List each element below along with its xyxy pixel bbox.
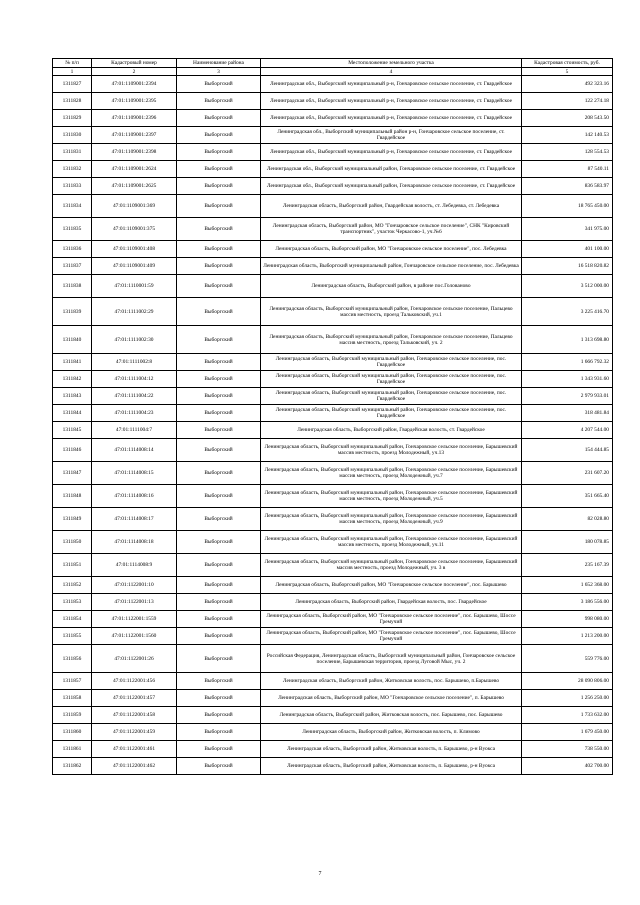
- location: Ленинградская область, Выборгский муниципальный район, Гончаровское сельское поселение, пос. Гвардейское: [261, 371, 522, 388]
- district-name: Выборгский: [177, 405, 261, 422]
- colnum-5: 5: [522, 68, 613, 76]
- cadastral-number: 47:01:1122001:458: [92, 707, 177, 724]
- location: Ленинградская область, Выборгский район, Житковская волость, п. Барышево, р-н Вуокса: [261, 758, 522, 775]
- table-row: [53, 673, 613, 690]
- colnum-3: 3: [177, 68, 261, 76]
- table-body: [53, 76, 613, 775]
- table-row: [53, 707, 613, 724]
- row-number: 1311855: [53, 628, 92, 645]
- table-row: [53, 531, 613, 554]
- cadastral-number: 47:01:1114008:15: [92, 462, 177, 485]
- cadastral-number: 47:01:1122001:462: [92, 758, 177, 775]
- district-name: Выборгский: [177, 485, 261, 508]
- header-location: Местоположение земельного участка: [261, 59, 522, 68]
- colnum-4: 4: [261, 68, 522, 76]
- row-number: 1311854: [53, 611, 92, 628]
- colnum-2: 2: [92, 68, 177, 76]
- cadastral-cost: 154 444.85: [522, 439, 613, 462]
- cadastral-number: 47:01:1122001:1559: [92, 611, 177, 628]
- cadastral-cost: 231 607.20: [522, 462, 613, 485]
- cadastral-cost: 16 518 820.82: [522, 258, 613, 275]
- location: Ленинградская область, Выборгский район, МО "Гончаровское сельское поселение", СНК "Кировский транспортник", участок Черкасово-1, уч.№6: [261, 218, 522, 241]
- cadastral-cost: 998 080.00: [522, 611, 613, 628]
- cadastral-cost: 1 256 250.00: [522, 690, 613, 707]
- district-name: Выборгский: [177, 218, 261, 241]
- row-number: 1311832: [53, 161, 92, 178]
- district-name: Выборгский: [177, 275, 261, 298]
- cadastral-cost: 2 979 933.01: [522, 388, 613, 405]
- table-row: [53, 178, 613, 195]
- location: Ленинградская область, Выборгский район, МО "Гончаровское сельское поселение", пос. Барышево, Шоссе Гремучий: [261, 628, 522, 645]
- district-name: Выборгский: [177, 161, 261, 178]
- cadastral-cost: 492 323.16: [522, 76, 613, 93]
- cadastral-number: 47:01:1122001:456: [92, 673, 177, 690]
- header-cadastral: Кадастровый номер: [92, 59, 177, 68]
- table-row: [53, 611, 613, 628]
- table-row: [53, 144, 613, 161]
- district-name: Выборгский: [177, 144, 261, 161]
- cadastral-number: 47:01:1109001:2396: [92, 110, 177, 127]
- cadastral-number: 47:01:1109001:2625: [92, 178, 177, 195]
- location: Ленинградская область, Выборгский район, Житковская волость, пос. Барышево, п.Барышево: [261, 673, 522, 690]
- district-name: Выборгский: [177, 611, 261, 628]
- cadastral-cost: 1 666 792.32: [522, 354, 613, 371]
- cadastral-cost: 318 481.84: [522, 405, 613, 422]
- row-number: 1311827: [53, 76, 92, 93]
- row-number: 1311857: [53, 673, 92, 690]
- cadastral-cost: 3 225 416.70: [522, 298, 613, 326]
- row-number: 1311838: [53, 275, 92, 298]
- table-row: [53, 241, 613, 258]
- table-row: [53, 628, 613, 645]
- cadastral-number: 47:01:1122001:10: [92, 577, 177, 594]
- district-name: Выборгский: [177, 645, 261, 673]
- row-number: 1311833: [53, 178, 92, 195]
- district-name: Выборгский: [177, 127, 261, 144]
- row-number: 1311839: [53, 298, 92, 326]
- cadastral-number: 47:01:1122001:1560: [92, 628, 177, 645]
- row-number: 1311837: [53, 258, 92, 275]
- table-row: [53, 110, 613, 127]
- location: Ленинградская область, Выборгский район, МО "Гончаровское сельское поселение", п. Барышево: [261, 690, 522, 707]
- cadastral-cost: 738 550.00: [522, 741, 613, 758]
- location: Ленинградская область, Выборгский район, Гвардейская волость, пос. Гвардейское: [261, 594, 522, 611]
- cadastral-cost: 1 679 450.00: [522, 724, 613, 741]
- location: Ленинградская область, Выборгский муниципальный район, Гончаровское сельское поселение, пос. Гвардейское: [261, 388, 522, 405]
- district-name: Выборгский: [177, 178, 261, 195]
- row-number: 1311842: [53, 371, 92, 388]
- row-number: 1311858: [53, 690, 92, 707]
- cadastral-number: 47:01:1111004:22: [92, 388, 177, 405]
- cadastral-number: 47:01:1111004:12: [92, 371, 177, 388]
- location: Ленинградская область, Выборгский район, Житковская волость, п. Барышево, р-н Вуокса: [261, 741, 522, 758]
- district-name: Выборгский: [177, 258, 261, 275]
- district-name: Выборгский: [177, 707, 261, 724]
- cadastral-cost: 559 776.00: [522, 645, 613, 673]
- row-number: 1311862: [53, 758, 92, 775]
- table-row: [53, 127, 613, 144]
- cadastral-cost: 4 207 544.00: [522, 422, 613, 439]
- row-number: 1311846: [53, 439, 92, 462]
- row-number: 1311836: [53, 241, 92, 258]
- document-page: [52, 58, 609, 775]
- district-name: Выборгский: [177, 76, 261, 93]
- table-row: [53, 76, 613, 93]
- row-number: 1311852: [53, 577, 92, 594]
- table-row: [53, 218, 613, 241]
- table-row: [53, 298, 613, 326]
- cadastral-cost: 128 554.53: [522, 144, 613, 161]
- location: Ленинградская область, Выборгский муниципальный район, Гончаровское сельское поселение, Пальцево массив местность, проезд Тальковский, уч. 2: [261, 326, 522, 354]
- table-row: [53, 577, 613, 594]
- cadastral-number: 47:01:1122001:457: [92, 690, 177, 707]
- cadastral-number: 47:01:1114008:17: [92, 508, 177, 531]
- cadastral-number: 47:01:1114008:9: [92, 554, 177, 577]
- row-number: 1311831: [53, 144, 92, 161]
- header-district: Наименование района: [177, 59, 261, 68]
- district-name: Выборгский: [177, 462, 261, 485]
- district-name: Выборгский: [177, 577, 261, 594]
- cadastral-cost: 82 028.80: [522, 508, 613, 531]
- cadastral-cost: 1 652 368.00: [522, 577, 613, 594]
- district-name: Выборгский: [177, 690, 261, 707]
- row-number: 1311848: [53, 485, 92, 508]
- row-number: 1311851: [53, 554, 92, 577]
- cadastral-number: 47:01:1111002:8: [92, 354, 177, 371]
- row-number: 1311843: [53, 388, 92, 405]
- location: Ленинградская обл., Выборгский муниципальный район, Гончаровское сельское поселение, ст. Гвардейское: [261, 161, 522, 178]
- location: Ленинградская область, Выборгский муниципальный район, Гончаровское сельское поселение, Барышевский массив местность, проезд Молодежный, уч. 3 в: [261, 554, 522, 577]
- row-number: 1311861: [53, 741, 92, 758]
- row-number: 1311859: [53, 707, 92, 724]
- cadastral-number: 47:01:1109001:2394: [92, 76, 177, 93]
- row-number: 1311844: [53, 405, 92, 422]
- location: Ленинградская область, Выборгский район, МО "Гончаровское сельское поселение", пос. Барышево: [261, 577, 522, 594]
- location: Ленинградская область, Выборгский район, Житковская волость, п. Климово: [261, 724, 522, 741]
- row-number: 1311841: [53, 354, 92, 371]
- cadastral-cost: 836 583.97: [522, 178, 613, 195]
- table-row: [53, 275, 613, 298]
- cadastral-number: 47:01:1110001:59: [92, 275, 177, 298]
- table-row: [53, 354, 613, 371]
- location: Ленинградская область, Выборгский муниципальный район, Гончаровское сельское поселение, Барышевский массив местность, проезд Молодежный, уч.5: [261, 485, 522, 508]
- location: Российская Федерация, Ленинградская область, Выборгский муниципальный район, Гончаровское сельское поселение, Барышевская территория, проезд Луговой Мыс, уч. 2: [261, 645, 522, 673]
- cadastral-cost: 1 213 200.00: [522, 628, 613, 645]
- district-name: Выборгский: [177, 354, 261, 371]
- table-row: [53, 690, 613, 707]
- location: Ленинградская область, Выборгский муниципальный район, Гончаровское сельское поселение, пос. Лебедевка: [261, 258, 522, 275]
- table-row: [53, 758, 613, 775]
- district-name: Выборгский: [177, 673, 261, 690]
- table-row: [53, 462, 613, 485]
- cadastral-cost: 142 140.53: [522, 127, 613, 144]
- cadastral-number: 47:01:1122001:461: [92, 741, 177, 758]
- cadastral-cost: 401 100.00: [522, 241, 613, 258]
- table-row: [53, 93, 613, 110]
- row-number: 1311828: [53, 93, 92, 110]
- cadastral-cost: 1 733 632.00: [522, 707, 613, 724]
- cadastral-cost: 351 665.40: [522, 485, 613, 508]
- table-row: [53, 485, 613, 508]
- location: Ленинградская область, Выборгский муниципальный район, Гончаровское сельское поселение, Пальцево массив местность, проезд Тальковский, уч.1: [261, 298, 522, 326]
- cadastral-number: 47:01:1122001:26: [92, 645, 177, 673]
- location: Ленинградская область, Выборгский муниципальный район, Гончаровское сельское поселение, Барышевский массив местность, проезд Молодежный, уч.7: [261, 462, 522, 485]
- table-row: [53, 326, 613, 354]
- table-row: [53, 741, 613, 758]
- row-number: 1311845: [53, 422, 92, 439]
- row-number: 1311853: [53, 594, 92, 611]
- district-name: Выборгский: [177, 594, 261, 611]
- row-number: 1311835: [53, 218, 92, 241]
- location: Ленинградская область, Выборгский муниципальный район, Гончаровское сельское поселение, Барышевский массив местность, проезд Молодежный, уч.11: [261, 531, 522, 554]
- table-row: [53, 422, 613, 439]
- cadastral-cost: 3 186 556.00: [522, 594, 613, 611]
- district-name: Выборгский: [177, 628, 261, 645]
- row-number: 1311829: [53, 110, 92, 127]
- cadastral-number: 47:01:1109001:375: [92, 218, 177, 241]
- district-name: Выборгский: [177, 758, 261, 775]
- table-row: [53, 195, 613, 218]
- location: Ленинградская область, Выборгский муниципальный район, Гончаровское сельское поселение, Барышевский массив местность, проезд Молодежный, уч.9: [261, 508, 522, 531]
- cadastral-number: 47:01:1111004:7: [92, 422, 177, 439]
- table-row: [53, 645, 613, 673]
- location: Ленинградская обл., Выборгский муниципальный район р-н, Гончаровское сельское поселение, ст. Гвардейское: [261, 127, 522, 144]
- cadastral-cost: 28 090 806.00: [522, 673, 613, 690]
- column-number-row: [53, 68, 613, 76]
- cadastral-cost: 1 313 698.80: [522, 326, 613, 354]
- row-number: 1311856: [53, 645, 92, 673]
- cadastral-cost: 18 765 450.00: [522, 195, 613, 218]
- cadastral-number: 47:01:1109001:2397: [92, 127, 177, 144]
- district-name: Выборгский: [177, 531, 261, 554]
- location: Ленинградская область, Выборгский муниципальный район, Гончаровское сельское поселение, Барышевский массив местность, проезд Молодежный, уч.13: [261, 439, 522, 462]
- location: Ленинградская обл., Выборгский муниципальный р-н, Гончаровское сельское поселение, ст. Гвардейское: [261, 76, 522, 93]
- cadastral-cost: 1 343 931.60: [522, 371, 613, 388]
- row-number: 1311850: [53, 531, 92, 554]
- cadastral-number: 47:01:1109001:2624: [92, 161, 177, 178]
- row-number: 1311834: [53, 195, 92, 218]
- cadastral-number: 47:01:1109001:369: [92, 195, 177, 218]
- header-cost: Кадастровая стоимость, руб.: [522, 59, 613, 68]
- cadastral-cost: 3 512 000.00: [522, 275, 613, 298]
- cadastral-number: 47:01:1109001:409: [92, 258, 177, 275]
- location: Ленинградская обл., Выборгский муниципальный р-н, Гончаровское сельское поселение, ст. Гвардейское: [261, 144, 522, 161]
- row-number: 1311840: [53, 326, 92, 354]
- cadastral-number: 47:01:1109001:2395: [92, 93, 177, 110]
- cadastral-cost: 341 975.00: [522, 218, 613, 241]
- header-num: № п/п: [53, 59, 92, 68]
- cadastral-number: 47:01:1114008:14: [92, 439, 177, 462]
- district-name: Выборгский: [177, 422, 261, 439]
- cadastral-number: 47:01:1122001:13: [92, 594, 177, 611]
- row-number: 1311860: [53, 724, 92, 741]
- cadastral-cost: 180 078.85: [522, 531, 613, 554]
- location: Ленинградская область, Выборгский район, Гвардейская волость, ст. Гвардейское: [261, 422, 522, 439]
- row-number: 1311830: [53, 127, 92, 144]
- table-header-row: [53, 59, 613, 68]
- district-name: Выборгский: [177, 741, 261, 758]
- cadastral-cost: 402 700.00: [522, 758, 613, 775]
- location: Ленинградская область, Выборгский район, в районе пос.Голованово: [261, 275, 522, 298]
- cadastral-number: 47:01:1109001:408: [92, 241, 177, 258]
- table-row: [53, 161, 613, 178]
- cadastral-table: [52, 58, 613, 775]
- table-row: [53, 508, 613, 531]
- location: Ленинградская область, Выборгский район, МО "Гончаровское сельское поселение", пос. Барышево, Шоссе Гремучий: [261, 611, 522, 628]
- cadastral-number: 47:01:1111002:30: [92, 326, 177, 354]
- district-name: Выборгский: [177, 724, 261, 741]
- district-name: Выборгский: [177, 554, 261, 577]
- location: Ленинградская обл., Выборгский муниципальный р-н, Гончаровское сельское поселение, ст. Гвардейское: [261, 110, 522, 127]
- row-number: 1311847: [53, 462, 92, 485]
- location: Ленинградская область, Выборгский район, Житковская волость, пос. Барышево, пос. Барышево: [261, 707, 522, 724]
- district-name: Выборгский: [177, 195, 261, 218]
- cadastral-number: 47:01:1109001:2398: [92, 144, 177, 161]
- district-name: Выборгский: [177, 110, 261, 127]
- location: Ленинградская обл., Выборгский муниципальный район, Гончаровское сельское поселение, ст. Гвардейское: [261, 178, 522, 195]
- cadastral-number: 47:01:1114008:18: [92, 531, 177, 554]
- colnum-1: 1: [53, 68, 92, 76]
- district-name: Выборгский: [177, 371, 261, 388]
- cadastral-number: 47:01:1111002:29: [92, 298, 177, 326]
- cadastral-cost: 235 167.39: [522, 554, 613, 577]
- location: Ленинградская область, Выборгский муниципальный район, Гончаровское сельское поселение, пос. Гвардейское: [261, 354, 522, 371]
- table-row: [53, 439, 613, 462]
- table-row: [53, 258, 613, 275]
- district-name: Выборгский: [177, 388, 261, 405]
- district-name: Выборгский: [177, 439, 261, 462]
- table-row: [53, 724, 613, 741]
- table-row: [53, 371, 613, 388]
- page-number: 7: [318, 871, 322, 877]
- district-name: Выборгский: [177, 298, 261, 326]
- table-row: [53, 554, 613, 577]
- cadastral-number: 47:01:1122001:459: [92, 724, 177, 741]
- table-row: [53, 405, 613, 422]
- location: Ленинградская обл., Выборгский муниципальный р-н, Гончаровское сельское поселение, ст. Гвардейское: [261, 93, 522, 110]
- cadastral-cost: 122 274.18: [522, 93, 613, 110]
- cadastral-number: 47:01:1114008:16: [92, 485, 177, 508]
- cadastral-number: 47:01:1111004:23: [92, 405, 177, 422]
- location: Ленинградская область, Выборгский район, Гвардейская волость, ст. Лебедевка, ст. Лебедевка: [261, 195, 522, 218]
- table-row: [53, 388, 613, 405]
- district-name: Выборгский: [177, 508, 261, 531]
- district-name: Выборгский: [177, 241, 261, 258]
- location: Ленинградская область, Выборгский район, МО "Гончаровское сельское поселение", пос. Лебедевка: [261, 241, 522, 258]
- district-name: Выборгский: [177, 326, 261, 354]
- row-number: 1311849: [53, 508, 92, 531]
- district-name: Выборгский: [177, 93, 261, 110]
- table-row: [53, 594, 613, 611]
- location: Ленинградская область, Выборгский муниципальный район, Гончаровское сельское поселение, пос. Гвардейское: [261, 405, 522, 422]
- cadastral-cost: 87 540.11: [522, 161, 613, 178]
- cadastral-cost: 208 543.50: [522, 110, 613, 127]
